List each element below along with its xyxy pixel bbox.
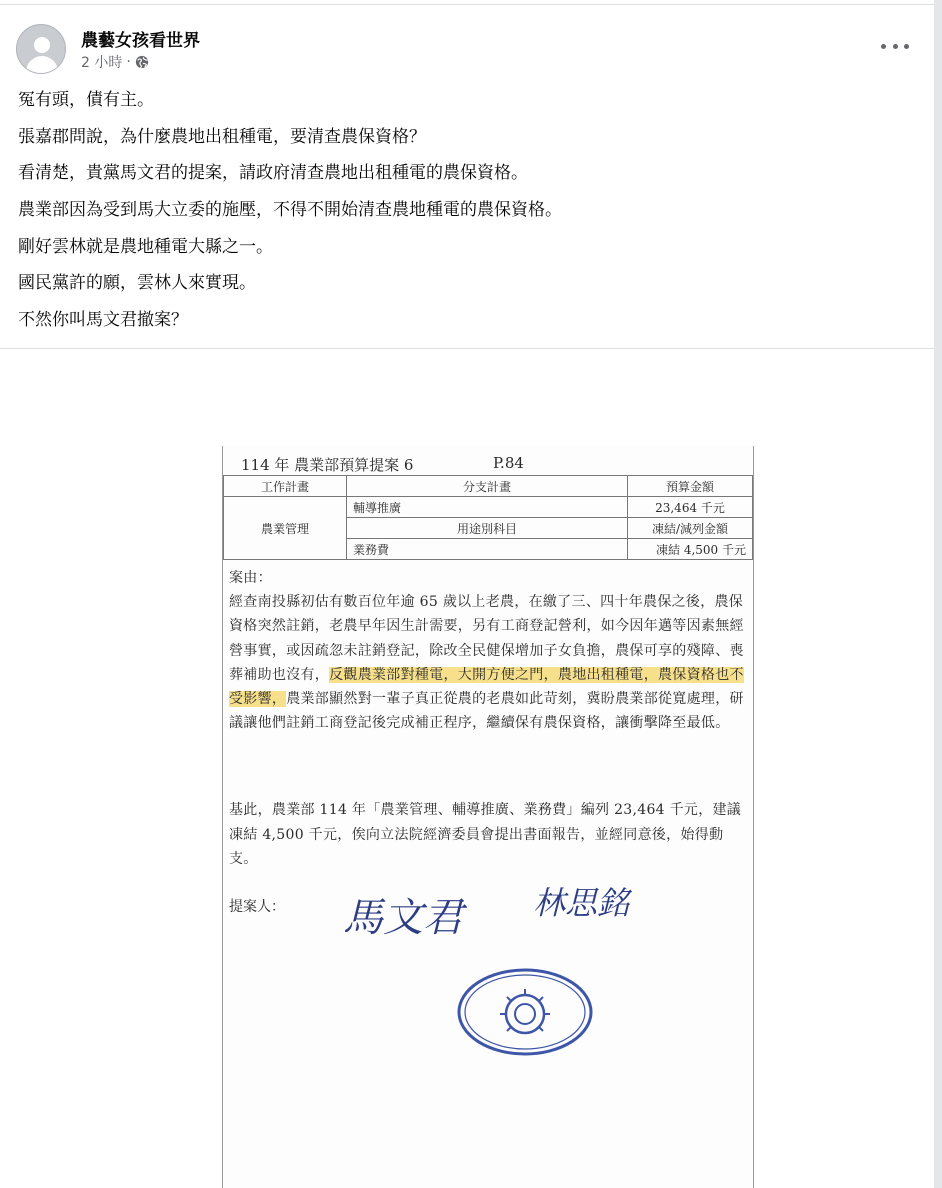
reason-label: 案由： [229, 570, 272, 586]
top-border [0, 4, 934, 5]
author-name[interactable]: 農藝女孩看世界 [81, 31, 200, 51]
document-heading: 114 年 農業部預算提案 6 [241, 456, 414, 474]
proposal-paragraph: 基此，農業部 114 年「農業管理、輔導推廣、業務費」編列 23,464 千元，建議凍結 4,500 千元，俟向立法院經濟委員會提出書面報告，並經同意後，始得動支。 [229, 802, 742, 867]
avatar-body [26, 56, 58, 74]
cell-branch-plan: 輔導推廣 [347, 497, 628, 518]
cell-freeze-amount: 凍結 4,500 千元 [628, 539, 753, 560]
more-dot [893, 44, 898, 49]
post-line: 農業部因為受到馬大立委的施壓，不得不開始清查農地種電的農保資格。 [18, 200, 562, 221]
more-dot [904, 44, 909, 49]
post-meta [81, 52, 149, 72]
post-time[interactable]: 2 小時 [81, 55, 123, 71]
cell-budget-amount: 23,464 千元 [628, 497, 753, 518]
header-work-plan: 工作計畫 [224, 476, 347, 497]
reason-section [229, 566, 747, 735]
header-freeze: 凍結/減列金額 [628, 518, 753, 539]
header-purpose: 用途別科目 [347, 518, 628, 539]
header-budget: 預算金額 [628, 476, 753, 497]
avatar[interactable] [16, 24, 66, 74]
post-line: 國民黨許的願，雲林人來實現。 [18, 273, 256, 294]
reason-text [229, 590, 747, 735]
globe-icon[interactable] [135, 55, 149, 69]
post-line: 不然你叫馬文君撤案？ [18, 310, 188, 331]
meta-separator: · [126, 54, 131, 70]
post-line: 張嘉郡問說，為什麼農地出租種電，要清查農保資格？ [18, 126, 426, 147]
reason-part-2: 農業部顯然對一輩子真正從農的老農如此苛刻，冀盼農業部從寬處理，研議讓他們註銷工商登記後完成補正程序，繼續保有農保資格，讓衝擊降至最低。 [229, 691, 744, 732]
more-options-icon[interactable] [879, 34, 911, 58]
post-line: 看清楚，貴黨馬文君的提案，請政府清查農地出租種電的農保資格。 [18, 163, 528, 184]
header-branch-plan: 分支計畫 [347, 476, 628, 497]
signature-1: 馬文君 [343, 895, 463, 941]
avatar-head [34, 37, 50, 53]
post-line: 冤有頭，債有主。 [18, 90, 154, 110]
post-line: 剛好雲林就是農地種電大縣之一。 [18, 236, 273, 257]
cell-purpose: 業務費 [347, 539, 628, 560]
budget-table [223, 475, 753, 560]
scanned-document[interactable] [222, 446, 754, 1188]
cell-work-plan: 農業管理 [224, 497, 347, 560]
signature-2: 林思銘 [533, 884, 630, 922]
highlighted-text: 反觀農業部對種電，大開方便之門，農地出租種電，農保資格也不受影響， [229, 666, 744, 708]
post-text [18, 87, 898, 344]
proposer-label: 提案人： [229, 899, 285, 915]
post-header [16, 22, 916, 74]
scrollbar[interactable] [934, 0, 942, 1188]
more-dot [881, 44, 886, 49]
document-page-number: P.84 [493, 454, 524, 472]
party-seal-stamp [455, 966, 595, 1058]
reason-part-1: 經查南投縣初估有數百位年逾 65 歲以上老農，在繳了三、四十年農保之後，農保資格突然註銷，老農早年因生計需要，另有工商登記營利，如今因年邁等因素無經營事實，或因疏忽未註銷登記，除改全民健保增加子女負擔，農保可享的殘障、喪葬補助也沒有， [229, 594, 744, 683]
